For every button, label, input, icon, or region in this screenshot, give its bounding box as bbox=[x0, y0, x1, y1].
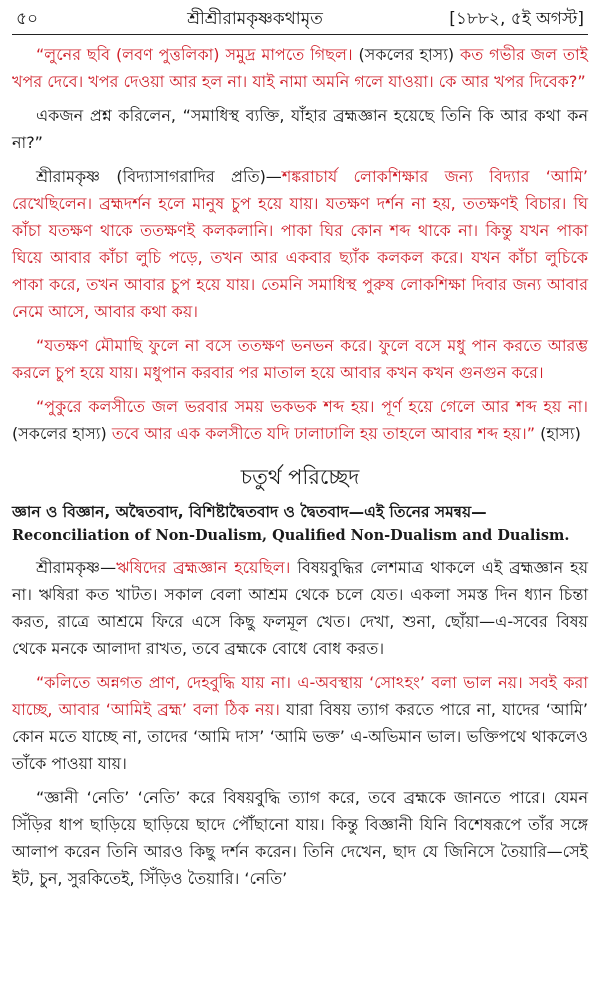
p7-black-1: যারা বিষয় ত্যাগ করতে পারে না, যাদের ‘আমি’ কোন মতে যাচ্ছে না, তাদের ‘আমি দাস’ ‘আমি ভক্ত’ এ-অভিমান ভাল। ভক্তিপথে থাকলেও তাঁকে পাওয়া যায়। bbox=[12, 700, 588, 773]
chapter-subtitle-english: Reconciliation of Non-Dualism, Qualified Non-Dualism and Dualism. bbox=[12, 527, 570, 544]
p6-red-1: ঋষিদের ব্রহ্মজ্ঞান হয়েছিল। bbox=[116, 558, 291, 577]
p1-red-2: কত গভীর জল তাই খপর দেবে। খপর দেওয়া আর হল না। যাই নামা অমনি গলে যাওয়া। কে আর খপর দিবেক?” bbox=[12, 45, 588, 91]
chapter-subtitle-bengali: জ্ঞান ও বিজ্ঞান, অদ্বৈতবাদ, বিশিষ্টাদ্বৈতবাদ ও দ্বৈতবাদ—এই তিনের সমন্বয়— bbox=[12, 503, 487, 521]
p4-text: “যতক্ষণ মৌমাছি ফুলে না বসে ততক্ষণ ভনভন করে। ফুলে বসে মধু পান করতে আরম্ভ করলে চুপ হয়ে যায়। মধুপান করবার পর মাতাল হয়ে আবার কখন কখন গুনগুন করে। bbox=[12, 336, 588, 382]
p6-black-1: বিষয়বুদ্ধির লেশমাত্র থাকলে এই ব্রহ্মজ্ঞান হয় না। ঋষিরা কত খাটত। সকাল বেলা আশ্রম থেকে চলে যেত। একলা সমস্ত দিন ধ্যান চিন্তা করত, রাত্রে আশ্রমে ফিরে এসে কিছু ফলমূল খেত। দেখা, শুনা, ছোঁয়া—এ-সবের বিষয় থেকে মনকে আলাদা রাখত, তবে ব্রহ্মকে বোধে বোধ করত। bbox=[12, 558, 588, 658]
p3-speaker: শ্রীরামকৃষ্ণ (বিদ্যাসাগরাদির প্রতি)— bbox=[36, 167, 282, 186]
p1-black-1: (সকলের হাস্য) bbox=[352, 45, 461, 64]
p7-red-1: “কলিতে অন্নগত প্রাণ, দেহবুদ্ধি যায় না। এ-অবস্থায় ‘সোঽহং’ বলা ভাল নয়। সবই করা যাচ্ছে, আবার ‘আমিই ব্রহ্ম’ বলা ঠিক নয়। bbox=[12, 673, 588, 719]
p5-red-1: “পুকুরে কলসীতে জল ভরবার সময় ভকভক শব্দ হয়। পূর্ণ হয়ে গেলে আর শব্দ হয় না। bbox=[36, 397, 588, 416]
paragraph-8 bbox=[12, 784, 588, 892]
paragraph-4 bbox=[12, 332, 588, 386]
p3-text: শঙ্করাচার্য লোকশিক্ষার জন্য বিদ্যার ‘আমি’ রেখেছিলেন। ব্রহ্মদর্শন হলে মানুষ চুপ হয়ে যায়। যতক্ষণ দর্শন না হয়, ততক্ষণই বিচার। ঘি কাঁচা যতক্ষণ থাকে ততক্ষণই কলকলানি। পাকা ঘির কোন শব্দ থাকে না। কিন্তু যখন পাকা ঘিয়ে আবার কাঁচা লুচি পড়ে, তখন আর একবার ছ্যাঁক কলকল করে। যখন কাঁচা লুচিকে পাকা করে, তখন আবার চুপ হয়ে যায়। তেমনি সমাধিস্থ পুরুষ লোকশিক্ষা দিবার জন্য আবার নেমে আসে, আবার কথা কয়। bbox=[12, 167, 588, 321]
book-title: শ্রীশ্রীরামকৃষ্ণকথামৃত bbox=[187, 9, 323, 29]
p6-speaker: শ্রীরামকৃষ্ণ— bbox=[36, 558, 117, 577]
p1-red-1: “লুনের ছবি (লবণ পুত্তলিকা) সমুদ্র মাপতে গিছল। bbox=[36, 45, 353, 64]
header-rule bbox=[12, 34, 588, 35]
p5-red-2: তবে আর এক কলসীতে যদি ঢালাঢালি হয় তাহলে আবার শব্দ হয়।” bbox=[111, 424, 535, 443]
paragraph-3 bbox=[12, 163, 588, 325]
header-date: [১৮৮২, ৫ই অগস্ট] bbox=[449, 9, 584, 29]
paragraph-5 bbox=[12, 393, 588, 447]
paragraph-7 bbox=[12, 669, 588, 777]
paragraph-6 bbox=[12, 554, 588, 662]
p2-text: একজন প্রশ্ন করিলেন, “সমাধিস্থ ব্যক্তি, যাঁহার ব্রহ্মজ্ঞান হয়েছে তিনি কি আর কথা কন না?” bbox=[12, 106, 588, 152]
page-number: ৫০ bbox=[16, 9, 39, 29]
paragraph-1 bbox=[12, 41, 588, 95]
p5-black-2: (হাস্য) bbox=[534, 424, 581, 443]
paragraph-2 bbox=[12, 102, 588, 156]
p8-text: “জ্ঞানী ‘নেতি’ ‘নেতি’ করে বিষয়বুদ্ধি ত্যাগ করে, তবে ব্রহ্মকে জানতে পারে। যেমন সিঁড়ির ধাপ ছাড়িয়ে ছাড়িয়ে ছাদে পৌঁছানো যায়। কিন্তু বিজ্ঞানী যিনি বিশেষরূপে তাঁর সঙ্গে আলাপ করেন তিনি আরও কিছু দর্শন করেন। তিনি দেখেন, ছাদ যে জিনিসে তৈয়ারি—সেই ইট, চুন, সুরকিতেই, সিঁড়িও তৈয়ারি। ‘নেতি’ bbox=[12, 788, 588, 888]
p5-black-1: (সকলের হাস্য) bbox=[12, 424, 112, 443]
page-header bbox=[12, 6, 588, 32]
chapter-title: চতুর্থ পরিচ্ছেদ bbox=[240, 465, 360, 489]
